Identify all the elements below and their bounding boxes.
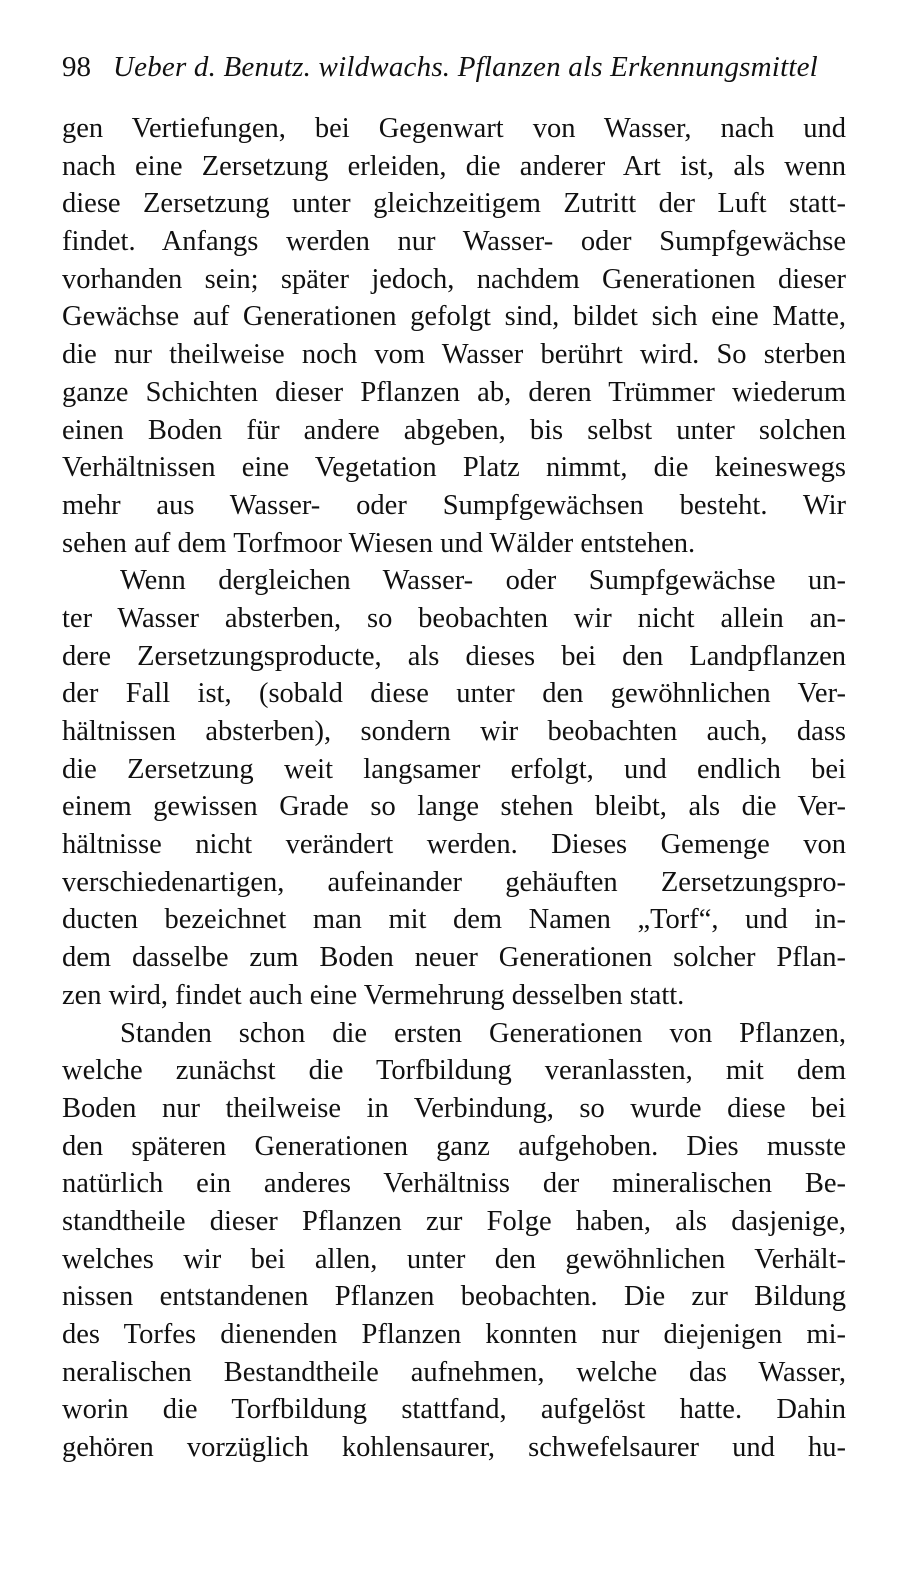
body-text bbox=[62, 110, 846, 1467]
text-line: hältnissen absterben), sondern wir beobachten auch, dass bbox=[62, 716, 846, 747]
text-line: verschiedenartigen, aufeinander gehäuften Zersetzungspro- bbox=[62, 866, 846, 898]
text-line: einen Boden für andere abgeben, bis selbst unter solchen bbox=[62, 414, 846, 446]
text-line: einem gewissen Grade so lange stehen bleibt, als die Ver- bbox=[62, 791, 846, 823]
text-line: Gewächse auf Generationen gefolgt sind, bildet sich eine Matte, bbox=[62, 301, 846, 333]
text-line: ter Wasser absterben, so beobachten wir nicht allein an- bbox=[62, 602, 846, 634]
text-line: nach eine Zersetzung erleiden, die anderer Art ist, als wenn bbox=[62, 150, 846, 182]
text-line: nissen entstandenen Pflanzen beobachten. Die zur Bildung bbox=[62, 1281, 846, 1313]
text-line: Verhältnissen eine Vegetation Platz nimmt, die keineswegs bbox=[62, 452, 846, 484]
text-line: welches wir bei allen, unter den gewöhnlichen Verhält- bbox=[62, 1243, 846, 1275]
text-line: ganze Schichten dieser Pflanzen ab, deren Trümmer wiederum bbox=[62, 376, 846, 408]
text-line: mehr aus Wasser- oder Sumpfgewächsen besteht. Wir bbox=[62, 489, 846, 521]
paragraph-start-line: Standen schon die ersten Generationen von Pflanzen, bbox=[120, 1017, 846, 1049]
text-line: die nur theilweise noch vom Wasser berührt wird. So sterben bbox=[62, 339, 846, 371]
text-line: der Fall ist, (sobald diese unter den gewöhnlichen Ver- bbox=[62, 678, 846, 710]
running-head bbox=[62, 42, 852, 92]
text-line: worin die Torfbildung stattfand, aufgelöst hatte. Dahin bbox=[62, 1394, 846, 1426]
text-line: welche zunächst die Torfbildung veranlassten, mit dem bbox=[62, 1055, 846, 1087]
text-line: vorhanden sein; später jedoch, nachdem Generationen dieser bbox=[62, 263, 846, 295]
running-title: Ueber d. Benutz. wildwachs. Pflanzen als Erkennungsmittel bbox=[113, 51, 818, 83]
text-line: dem dasselbe zum Boden neuer Generationen solcher Pflan- bbox=[62, 942, 846, 974]
text-line: Boden nur theilweise in Verbindung, so wurde diese bei bbox=[62, 1092, 846, 1124]
text-line: des Torfes dienenden Pflanzen konnten nur diejenigen mi- bbox=[62, 1319, 846, 1350]
text-line: hältnisse nicht verändert werden. Dieses Gemenge von bbox=[62, 829, 846, 861]
text-line: findet. Anfangs werden nur Wasser- oder Sumpfgewächse bbox=[62, 226, 846, 258]
text-line: die Zersetzung weit langsamer erfolgt, und endlich bei bbox=[62, 753, 846, 785]
text-line: ducten bezeichnet man mit dem Namen „Torf“, und in- bbox=[62, 904, 846, 936]
paragraph-start-line: Wenn dergleichen Wasser- oder Sumpfgewächse un- bbox=[120, 565, 846, 597]
text-line: den späteren Generationen ganz aufgehoben. Dies musste bbox=[62, 1130, 846, 1162]
text-line: zen wird, findet auch eine Vermehrung desselben statt. bbox=[62, 979, 685, 1011]
text-line: gen Vertiefungen, bei Gegenwart von Wasser, nach und bbox=[62, 113, 846, 144]
text-line: diese Zersetzung unter gleichzeitigem Zutritt der Luft statt- bbox=[62, 188, 846, 220]
text-line: neralischen Bestandtheile aufnehmen, welche das Wasser, bbox=[62, 1356, 846, 1388]
text-line: natürlich ein anderes Verhältniss der mineralischen Be- bbox=[62, 1168, 846, 1200]
text-line: sehen auf dem Torfmoor Wiesen und Wälder entstehen. bbox=[62, 527, 696, 559]
page-number: 98 bbox=[62, 51, 91, 83]
text-line: dere Zersetzungsproducte, als dieses bei den Landpflanzen bbox=[62, 640, 846, 672]
text-line: standtheile dieser Pflanzen zur Folge haben, als dasjenige, bbox=[62, 1205, 846, 1237]
text-line: gehören vorzüglich kohlensaurer, schwefelsaurer und hu- bbox=[62, 1432, 846, 1464]
